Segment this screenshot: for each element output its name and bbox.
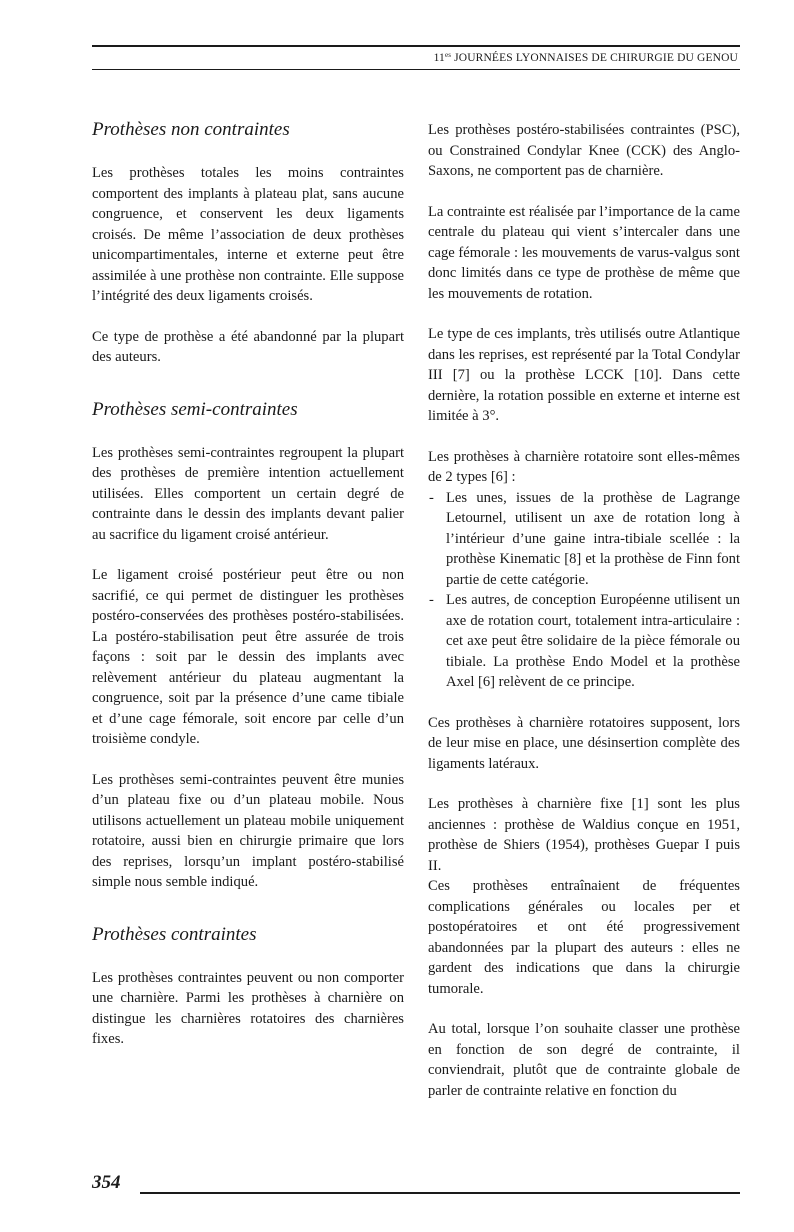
paragraph: Les prothèses contraintes peuvent ou non comporter une charnière. Parmi les prothèses à charnière on distingue les charnières rotatoires des charnières fixes. — [92, 969, 404, 1047]
paragraph: Les prothèses à charnière fixe [1] sont les plus anciennes : prothèse de Waldius conçue en 1951, prothèse de Shiers (1954), prothèses Guepar I puis II. — [428, 796, 740, 874]
header-ordinal-suffix: es — [444, 51, 452, 59]
paragraph: Les prothèses semi-contraintes regroupent la plupart des prothèses de première intention actuellement utilisées. Elles comportent un certain degré de contrainte dans le dessin des implants devant palier au sacrifice du ligament croisé antérieur. — [92, 444, 404, 543]
header-ordinal: 11 — [433, 52, 445, 64]
list-item-text: Les autres, de conception Européenne utilisent un axe de rotation court, totalement intra-articulaire : cet axe peut être solidaire de la pièce fémorale ou tibiale. La prothèse Endo Model et la prothèse Axel [6] relèvent de ce principe. — [446, 592, 740, 690]
paragraph: La contrainte est réalisée par l’importance de la came centrale du plateau qui vient s’intercaler dans une cage fémorale : les mouvements de varus-valgus sont donc limités dans ce type de prothèse de même que les mouvements de rotation. — [428, 203, 740, 302]
header-rule-bottom — [92, 69, 740, 70]
paragraph: Les prothèses postéro-stabilisées contraintes (PSC), ou Constrained Condylar Knee (CCK) des Anglo-Saxons, ne comportent pas de charnière. — [428, 122, 740, 179]
paragraph: Le ligament croisé postérieur peut être ou non sacrifié, ce qui permet de distinguer les prothèses postéro-conservées des prothèses postéro-stabilisées. La postéro-stabilisation peut être assurée de trois façons : soit par le dessin des implants avec relèvement antérieur du plateau augmentant la congruence, soit par la présence d’une came tibiale et d’une cage fémorale, soit encore par celle d’un troisième condyle. — [92, 567, 404, 747]
paragraph: Ce type de prothèse a été abandonné par la plupart des auteurs. — [92, 328, 404, 365]
paragraph: Ces prothèses entraînaient de fréquentes complications générales ou locales per et postopératoires et ont été progressivement abandonnées par la plupart des auteurs : elles ne gardent des indications que dans la chirurgie tumorale. — [428, 878, 740, 997]
header-title: JOURNÉES LYONNAISES DE CHIRURGIE DU GENOU — [454, 52, 738, 64]
section-heading-semi-constrained: Prothèses semi-contraintes — [92, 398, 298, 420]
header-rule-top — [92, 45, 740, 47]
paragraph: Ces prothèses à charnière rotatoires supposent, lors de leur mise en place, une désinsertion complète des ligaments latéraux. — [428, 714, 740, 772]
list-item — [428, 488, 740, 591]
page-number: 354 — [92, 1172, 121, 1193]
section-heading-constrained: Prothèses contraintes — [92, 923, 257, 945]
footer-rule — [140, 1192, 740, 1194]
paragraph: Les prothèses totales les moins contraintes comportent des implants à plateau plat, sans aucune congruence, et conservent les deux ligaments croisés. De même l’association de deux prothèses unicompartimentales, interne et externe peut être assimilée à une prothèse non contrainte. Elle suppose l’intégrité des deux ligaments croisés. — [92, 165, 404, 304]
right-column — [428, 120, 740, 1101]
hinge-types-list — [428, 488, 740, 693]
left-column — [92, 118, 404, 1050]
list-item — [428, 590, 740, 693]
running-header — [434, 51, 738, 64]
paragraph: Les prothèses à charnière rotatoire sont elles-mêmes de 2 types [6] : — [428, 448, 740, 485]
paragraph: Les prothèses semi-contraintes peuvent être munies d’un plateau fixe ou d’un plateau mobile. Nous utilisons actuellement un plateau mobile uniquement rotatoire, aussi bien en chirurgie primaire que lors des reprises, lorsqu’un implant postéro-stabilisé simple nous semble indiqué. — [92, 771, 404, 890]
list-item-text: Les unes, issues de la prothèse de Lagrange Letournel, utilisent un axe de rotation long à l’intérieur d’une gaine intra-tibiale scellée : la prothèse Kinematic [8] et la prothèse de Finn font partie de cette catégorie. — [446, 489, 740, 588]
section-heading-non-constrained: Prothèses non contraintes — [92, 119, 290, 140]
paragraph: Au total, lorsque l’on souhaite classer une prothèse en fonction de son degré de contrainte, il conviendrait, plutôt que de contrainte globale de parler de contrainte relative en fonction du — [428, 1021, 740, 1099]
paragraph: Le type de ces implants, très utilisés outre Atlantique dans les reprises, est représenté par la Total Condylar III [7] ou la prothèse LCCK [10]. Dans cette dernière, la rotation possible en externe et interne est limitée à 3°. — [428, 326, 740, 424]
list-bullet: - — [429, 592, 434, 608]
list-bullet: - — [429, 489, 434, 506]
